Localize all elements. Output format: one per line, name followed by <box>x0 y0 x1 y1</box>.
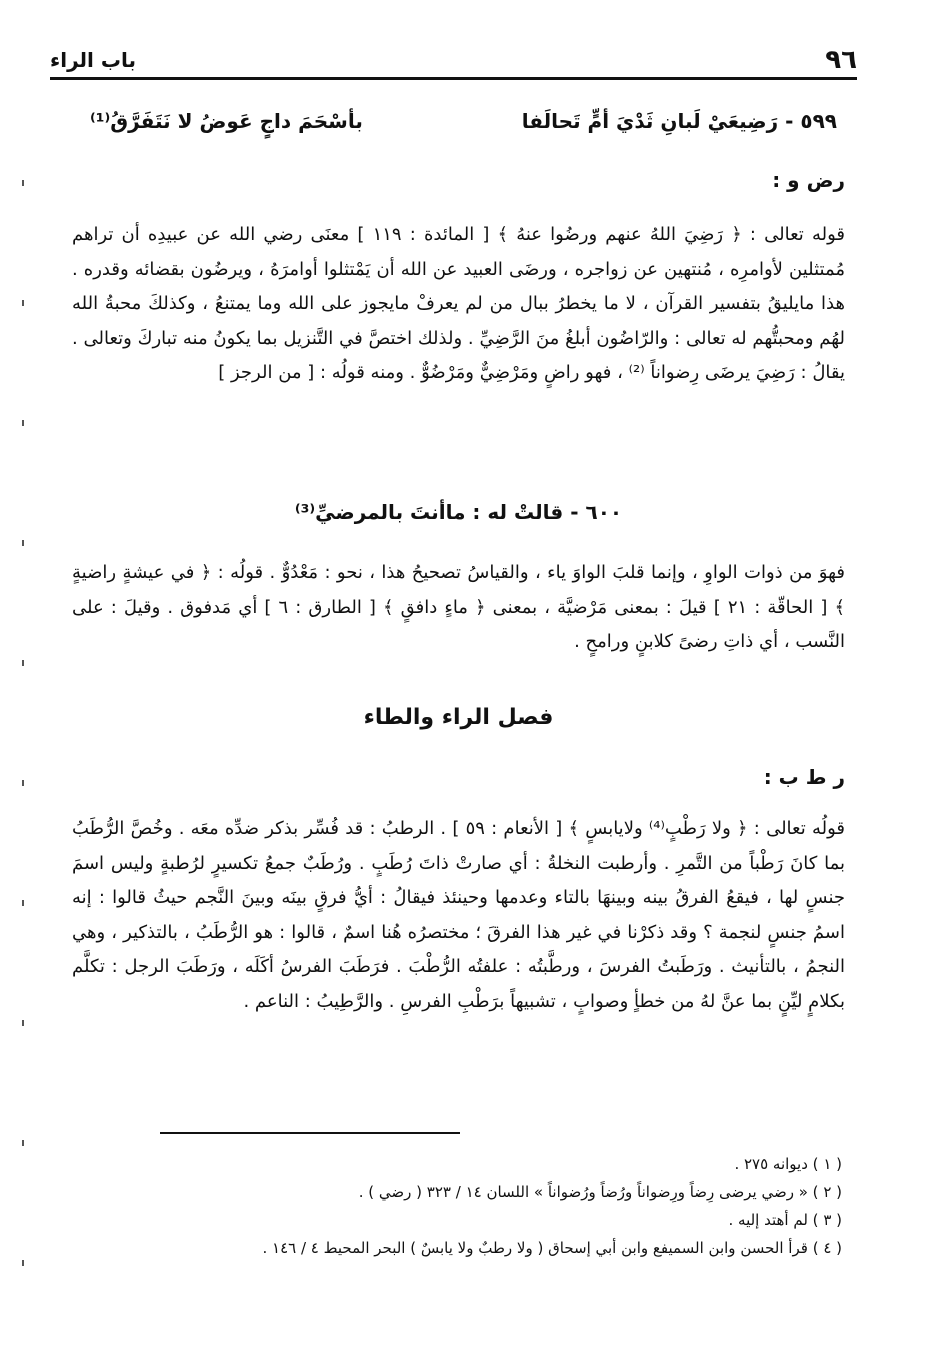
verse-600: ٦٠٠ - قالتْ له : ماأنتَ بالمرضيِّ⁽³⁾ <box>294 500 623 524</box>
paragraph-wawi: فهوَ من ذوات الواوِ ، وإنما قلبَ الواوَ ياء ، والقياسُ تصحيحُ هذا ، نحو : مَعْدُوٌّ . قولُه : ﴿ في عيشةٍ راضيةٍ ﴾ [ الحاقّة : ٢١ ] قيلَ : بمعنى مَرْضيَّة ، بمعنى ﴿ ماءٍ دافقٍ ﴾ [ الطارق : ٦ ] أي مَدفوق . وقيلَ : على النَّسب ، أي ذاتِ رضىً كلابنٍ ورامحٍ . <box>72 562 845 652</box>
verse-599-second-hemistich: بأسْحَمَ داجٍ عَوضُ لا نَتَفَرَّقُ⁽¹⁾ <box>90 109 363 133</box>
footnote-3: ( ٣ ) لم أهتد إليه . <box>728 1211 842 1229</box>
paragraph-ratb: قولُه تعالى : ﴿ ولا رَطْبٍ⁽⁴⁾ ولايابسٍ ﴾ [ الأنعام : ٥٩ ] . الرطبُ : قد فُسِّر بذكر ضدِّه معَه . وخُصَّ الرُّطَبُ بما كانَ رَطْباً من التَّمرِ . وأرطبت النخلةُ : أي صارتْ ذاتَ رُطَبٍ . ورُطَبٌ جمعُ تكسيرٍ لرُطبةٍ وليس اسمَ جنسٍ لها ، فيقعُ الفرقُ بينه وبينهَا بالتاء وعدمها وحينئذ فيقالُ : أيُّ فرقٍ بينَه وبينَ النَّجم حيثُ قالوا : إنه اسمُ جنسٍ لنجمة ؟ وقد ذكرْنا في غير هذا الفرقَ ؛ مختصرُه هُنا اسمٌ ، قالوا : هو الرُّطَبُ ، بالتذكير ، وهي النجمُ ، بالتأنيث . ورَطَبتُ الفرسَ ، ورطَّبتُه : علفتُه الرُّطْبَ . فرَطَبَ الفرسُ أكَلَه ، ورَطَبَ الرجل : تكلَّم بكلامٍ ليِّنٍ بما عنَّ لهُ من خطأٍ وصوابٍ ، تشبيهاً برَطْبِ الفرسِ . والرَّطِيبُ : الناعم . <box>72 818 845 1012</box>
page-number: ٩٦ <box>825 45 857 75</box>
verse-599 <box>90 104 837 138</box>
verse-599-first-hemistich: ٥٩٩ - رَضِيعَيْ لَبانِ ثَدْيَ أمٍّ تَحالَفا <box>521 109 837 133</box>
section-title: باب الراء <box>50 48 136 72</box>
root-heading-rtb: ر ط ب : <box>763 765 845 789</box>
footnote-4: ( ٤ ) قرأ الحسن وابن السميفع وابن أبي إسحاق ( ولا رطبٌ ولا يابسٌ ) البحر المحيط ٤ / ١٤٦ . <box>262 1239 842 1257</box>
scan-margin-marks <box>18 0 28 1354</box>
footnote-separator <box>160 1132 460 1134</box>
root-heading-rdw: رض و : <box>772 168 845 192</box>
header-rule <box>50 77 857 80</box>
chapter-title: فصل الراء والطاء <box>363 705 554 730</box>
footnotes <box>150 1150 842 1262</box>
footnote-1: ( ١ ) ديوانه ٢٧٥ . <box>734 1155 842 1173</box>
footnote-2: ( ٢ ) « رضي يرضى رِضاً ورِضواناً ورُضاً ورُضواناً » اللسان ١٤ / ٣٢٣ ( رضي ) . <box>358 1183 842 1201</box>
paragraph-rida: قوله تعالى : ﴿ رَضِيَ اللهُ عنهم ورضُوا عنهُ ﴾ [ المائدة : ١١٩ ] معنَى رضي الله عن عبيدِه أن تراهم مُمتثلين لأوامرِه ، مُنتهين عن زواجره ، ورضَى العبيد عن الله أن يَمْتثلوا أوامرَهُ ، ويرضُون بقضائه وقدره . هذا مايليقُ بتفسير القرآن ، لا ما يخطرُ ببال من لم يعرفْ مايجوز على الله وما يمتنعُ ، وكذلكَ محبةُ الله لهُم ومحبتُّهم له تعالى : والرّاضُون أبلغُ منَ الرَّضِيِّ . ولذلك اختصَّ في التَّنزيل بما يكونُ منه تباركَ وتعالى . يقالُ : رَضِيَ يرضَى رِضواناً ⁽²⁾ ، فهو راضٍ ومَرْضِيٌّ ومَرْضُوٌّ . ومنه قولُه : [ من الرجز ] <box>72 224 845 383</box>
running-header <box>50 44 857 76</box>
